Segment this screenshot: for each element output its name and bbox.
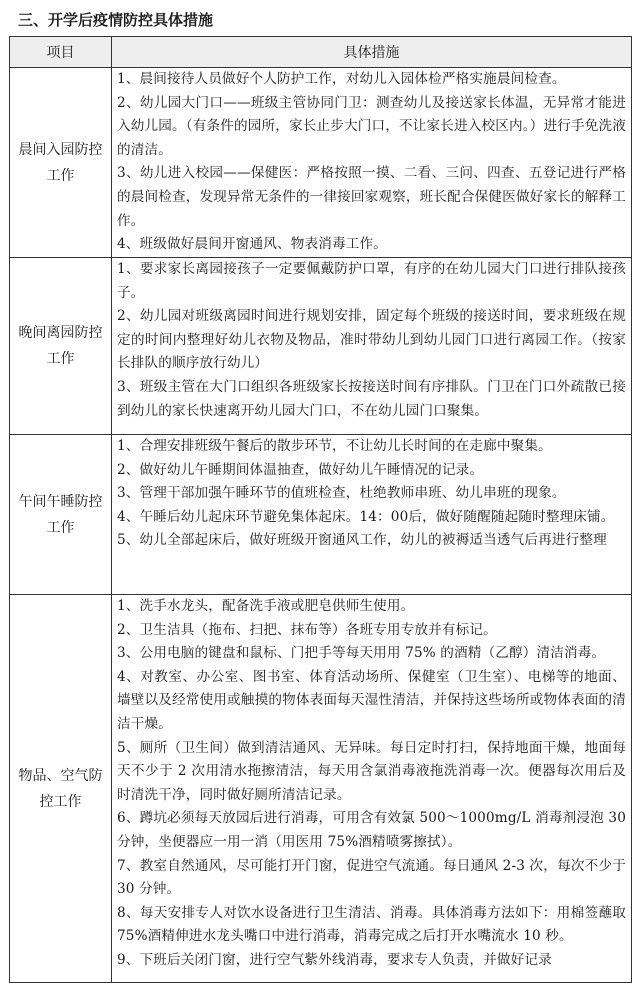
list-item: 4、午睡后幼儿起床环节避免集体起床。14：00后，做好随醒随起随时整理床铺。 — [117, 508, 615, 525]
list-item: 3、管理干部加强午睡环节的值班检查，杜绝教师串班、幼儿串班的现象。 — [117, 485, 566, 502]
list-item: 5、幼儿全部起床后，做好班级开窗通风工作，幼儿的被褥适当透气后再进行整理 — [117, 532, 607, 549]
list-item: 4、对教室、办公室、图书室、体育活动场所、保健室（卫生室）、电梯等的地面、墙壁以及经常使用或触摸的物体表面每天湿性清洁，并保持这些场所或物体表面的清洁干燥。 — [117, 668, 626, 732]
list-item: 1、要求家长离园接孩子一定要佩戴防护口罩，有序的在幼儿园大门口进行排队接孩子。 — [117, 261, 626, 301]
list-item: 1、晨间接待人员做好个人防护工作，对幼儿入园体检严格实施晨间检查。 — [117, 71, 566, 87]
list-item: 2、幼儿园对班级离园时间进行规划安排，固定每个班级的接送时间，要求班级在规定的时间内整理好幼儿衣物及物品，准时带幼儿到幼儿园门口进行离园工作。（按家长排队的顺序放行幼儿） — [117, 308, 626, 372]
measures-noon — [112, 435, 632, 595]
measures-evening — [112, 258, 632, 435]
category-evening: 晚间离园防控工作 — [10, 258, 112, 435]
table-row-evening — [10, 258, 632, 435]
table-row-morning — [10, 68, 632, 258]
list-item: 6、蹲坑必须每天放园后进行消毒，可用含有效氯 500～1000mg/L 消毒剂浸泡 30 分钟，坐便器应一用一消（用医用 75%酒精喷雾擦拭）。 — [117, 810, 626, 850]
header-measures: 具体措施 — [112, 37, 632, 68]
list-item: 7、教室自然通风，尽可能打开门窗，促进空气流通。每日通风 2-3 次，每次不少于 30 分钟。 — [117, 857, 626, 898]
list-item: 3、班级主管在大门口组织各班级家长按接送时间有序排队。门卫在门口外疏散已接到幼儿的家长快速离开幼儿园大门口，不在幼儿园门口聚集。 — [117, 378, 626, 419]
list-item: 1、洗手水龙头，配备洗手液或肥皂供师生使用。 — [117, 598, 415, 614]
list-item: 1、合理安排班级午餐后的散步环节，不让幼儿长时间的在走廊中聚集。 — [117, 438, 552, 454]
list-item: 5、厕所（卫生间）做到清洁通风、无异味。每日定时打扫，保持地面干燥，地面每天不少于 2 次用清水拖擦清洁，每天用含氯消毒液拖洗消毒一次。便器每次用后及时清洗干净，同时做好厕所清洁记录。 — [117, 739, 626, 803]
category-morning: 晨间入园防控工作 — [10, 68, 112, 258]
category-items-air: 物品、空气防控工作 — [10, 595, 112, 983]
header-project: 项目 — [10, 37, 112, 68]
measures-items-air — [112, 595, 632, 983]
list-item: 2、做好幼儿午睡期间体温抽查，做好幼儿午睡情况的记录。 — [117, 461, 484, 478]
measures-morning — [112, 68, 632, 258]
list-item: 8、每天安排专人对饮水设备进行卫生清洁、消毒。具体消毒方法如下：用棉签蘸取 75%酒精伸进水龙头嘴口中进行消毒，消毒完成之后打开水嘴流水 10 秒。 — [117, 904, 626, 945]
list-item: 3、幼儿进入校园——保健医：严格按照一摸、二看、三问、四查、五登记进行严格的晨间检查，发现异常无条件的一律接回家观察，班长配合保健医做好家长的解释工作。 — [117, 165, 626, 229]
list-item: 9、下班后关闭门窗，进行空气紫外线消毒，要求专人负责，并做好记录 — [117, 951, 552, 968]
list-item: 2、卫生洁具（拖布、扫把、抹布等）各班专用专放并有标记。 — [117, 621, 497, 638]
list-item: 3、公用电脑的键盘和鼠标、门把手等每天用用 75% 的酒精（乙醇）清洁消毒。 — [117, 645, 606, 662]
category-noon: 午间午睡防控工作 — [10, 435, 112, 595]
table-row-noon — [10, 435, 632, 595]
table-header-row — [10, 37, 632, 68]
list-item: 4、班级做好晨间开窗通风、物表消毒工作。 — [117, 236, 387, 253]
section-heading: 三、开学后疫情防控具体措施 — [18, 11, 214, 29]
measures-table — [9, 36, 632, 983]
list-item: 2、幼儿园大门口——班级主管协同门卫：测查幼儿及接送家长体温，无异常才能进入幼儿园。（有条件的园所，家长止步大门口，不让家长进入校区内。）进行手免洗液的清洁。 — [117, 94, 626, 158]
table-row-items-air — [10, 595, 632, 983]
